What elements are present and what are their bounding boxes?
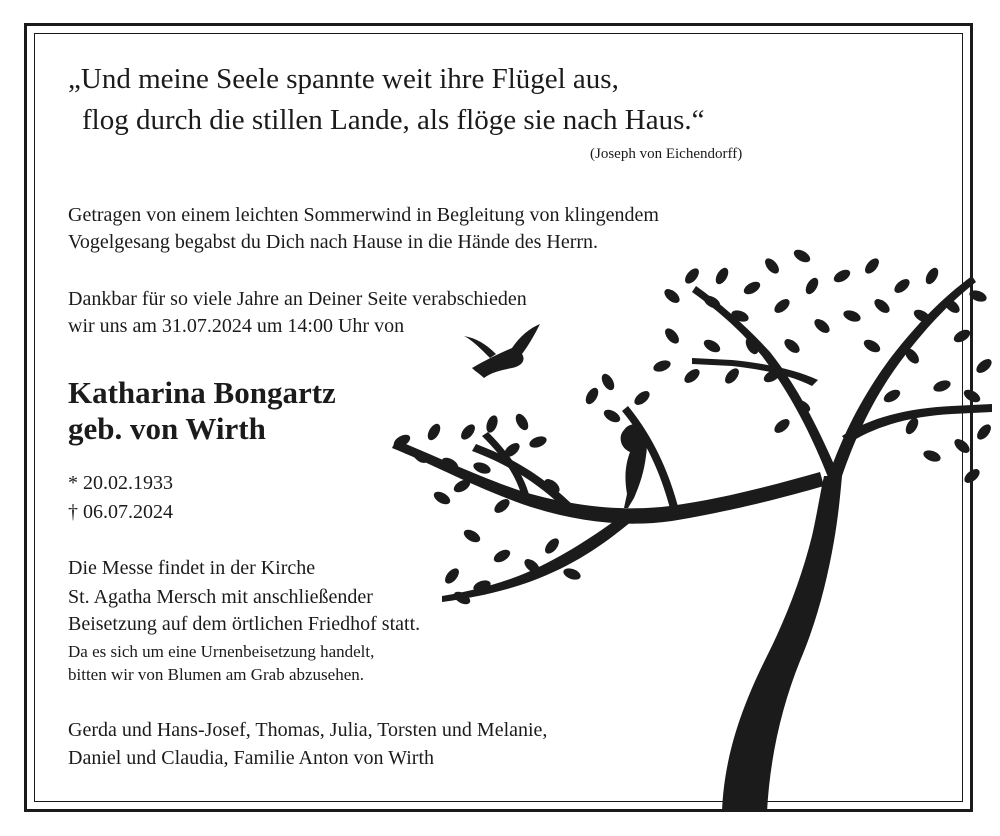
perched-bird — [621, 424, 647, 508]
mourners-line-2: Daniel und Claudia, Familie Anton von Wirth — [68, 747, 435, 769]
deceased-name: Katharina Bongartz — [68, 375, 336, 410]
tree-trunk — [722, 476, 842, 812]
farewell-line-2: wir uns am 31.07.2024 um 14:00 Uhr von — [68, 315, 405, 337]
birth-date: * 20.02.1933 — [68, 472, 173, 494]
service-note-2: bitten wir von Blumen am Grab abzusehen. — [68, 665, 365, 684]
farewell-line-1: Dankbar für so viele Jahre an Deiner Seite verabschieden — [68, 288, 527, 310]
intro-line-2: Vogelgesang begabst du Dich nach Hause in die Hände des Herrn. — [68, 231, 599, 253]
flying-bird — [472, 324, 540, 378]
service-line-3: Beisetzung auf dem örtlichen Friedhof statt. — [68, 613, 421, 635]
quote-line-1: „Und meine Seele spannte weit ihre Flügel aus, — [68, 63, 619, 95]
deceased-maiden-name: geb. von Wirth — [68, 411, 266, 446]
quote-line-2: flog durch die stillen Lande, als flöge sie nach Haus.“ — [82, 104, 705, 136]
mourners-line-1: Gerda und Hans-Josef, Thomas, Julia, Torsten und Melanie, — [68, 719, 548, 741]
service-note-1: Da es sich um eine Urnenbeisetzung handelt, — [68, 642, 375, 661]
service-line-2: St. Agatha Mersch mit anschließender — [68, 586, 373, 608]
tree-branch-left — [392, 440, 824, 524]
quote-source: (Joseph von Eichendorff) — [590, 146, 743, 162]
tree-branch-lower — [442, 514, 632, 602]
intro-line-1: Getragen von einem leichten Sommerwind in Begleitung von klingendem — [68, 204, 659, 226]
service-line-1: Die Messe findet in der Kirche — [68, 557, 316, 579]
death-date: † 06.07.2024 — [68, 501, 173, 523]
